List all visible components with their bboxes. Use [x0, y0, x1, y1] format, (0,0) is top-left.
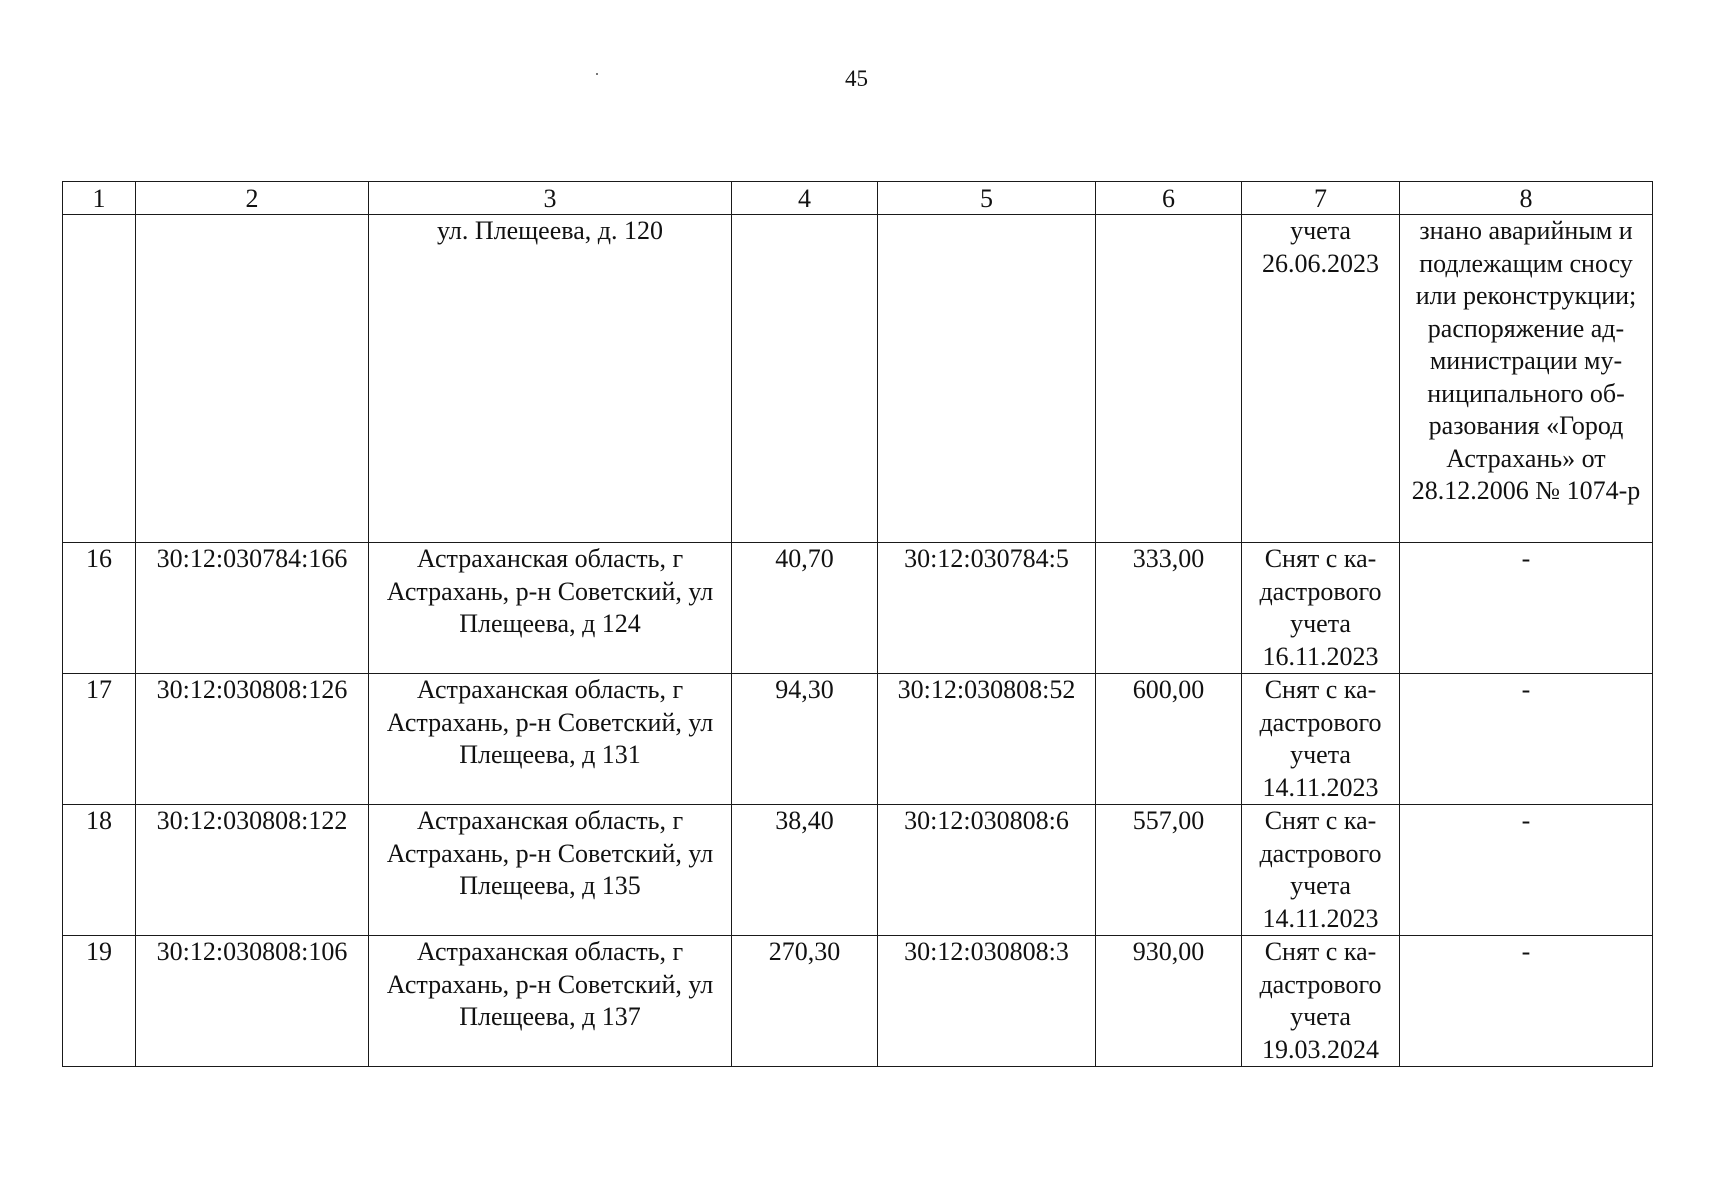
cell-cadastral: 30:12:030808:126: [136, 674, 369, 805]
cell-cadastral: 30:12:030808:106: [136, 936, 369, 1067]
cell-address: Астраханская область, г Астрахань, р-н Советский, ул Плещеева, д 131: [369, 674, 732, 805]
cell-address: Астраханская область, г Астрахань, р-н Советский, ул Плещеева, д 137: [369, 936, 732, 1067]
cell-area: 38,40: [732, 805, 878, 936]
page-number: 45: [845, 66, 868, 91]
cell-address: Астраханская область, г Астрахань, р-н Советский, ул Плещеева, д 135: [369, 805, 732, 936]
cell-cadastral: 30:12:030808:122: [136, 805, 369, 936]
cell-status: учета 26.06.2023: [1242, 215, 1400, 543]
cell-empty: [63, 215, 136, 543]
column-header: 4: [732, 182, 878, 215]
cell-note: [1400, 215, 1653, 543]
cell-number: 16: [63, 543, 136, 674]
column-header: 1: [63, 182, 136, 215]
cell-area: 270,30: [732, 936, 878, 1067]
cell-empty: [878, 215, 1096, 543]
cell-land: 30:12:030808:3: [878, 936, 1096, 1067]
cell-land-area: 333,00: [1096, 543, 1242, 674]
continuation-row: [63, 215, 1653, 543]
cell-note: -: [1400, 674, 1653, 805]
register-table: [62, 181, 1653, 1067]
cell-status: Снят с ка-дастрового учета 19.03.2024: [1242, 936, 1400, 1067]
cell-address: Астраханская область, г Астрахань, р-н Советский, ул Плещеева, д 124: [369, 543, 732, 674]
column-number-row: [63, 182, 1653, 215]
cell-number: 17: [63, 674, 136, 805]
cell-address: ул. Плещеева, д. 120: [369, 215, 732, 543]
cell-note: -: [1400, 936, 1653, 1067]
table-row: [63, 805, 1653, 936]
note-text: знано аварийным и подлежащим сносу или реконструкции; распоряжение ад-министрации му-ниципального об-разования «Город Астрахань» от 28.12.2006 № 1074-р: [1411, 216, 1641, 505]
cell-empty: [136, 215, 369, 543]
cell-area: 40,70: [732, 543, 878, 674]
cell-land: 30:12:030808:52: [878, 674, 1096, 805]
cell-area: 94,30: [732, 674, 878, 805]
cell-number: 19: [63, 936, 136, 1067]
cell-land: 30:12:030784:5: [878, 543, 1096, 674]
table-row: [63, 543, 1653, 674]
cell-empty: [1096, 215, 1242, 543]
cell-empty: [732, 215, 878, 543]
column-header: 5: [878, 182, 1096, 215]
cell-land: 30:12:030808:6: [878, 805, 1096, 936]
cell-land-area: 600,00: [1096, 674, 1242, 805]
table-row: [63, 674, 1653, 805]
cell-status: Снят с ка-дастрового учета 16.11.2023: [1242, 543, 1400, 674]
cell-cadastral: 30:12:030784:166: [136, 543, 369, 674]
column-header: 7: [1242, 182, 1400, 215]
cell-number: 18: [63, 805, 136, 936]
scan-artifact: [596, 73, 598, 75]
cell-status: Снят с ка-дастрового учета 14.11.2023: [1242, 805, 1400, 936]
cell-status: Снят с ка-дастрового учета 14.11.2023: [1242, 674, 1400, 805]
column-header: 3: [369, 182, 732, 215]
table-row: [63, 936, 1653, 1067]
cell-note: -: [1400, 543, 1653, 674]
cell-land-area: 930,00: [1096, 936, 1242, 1067]
column-header: 6: [1096, 182, 1242, 215]
cell-note: -: [1400, 805, 1653, 936]
column-header: 8: [1400, 182, 1653, 215]
column-header: 2: [136, 182, 369, 215]
cell-land-area: 557,00: [1096, 805, 1242, 936]
